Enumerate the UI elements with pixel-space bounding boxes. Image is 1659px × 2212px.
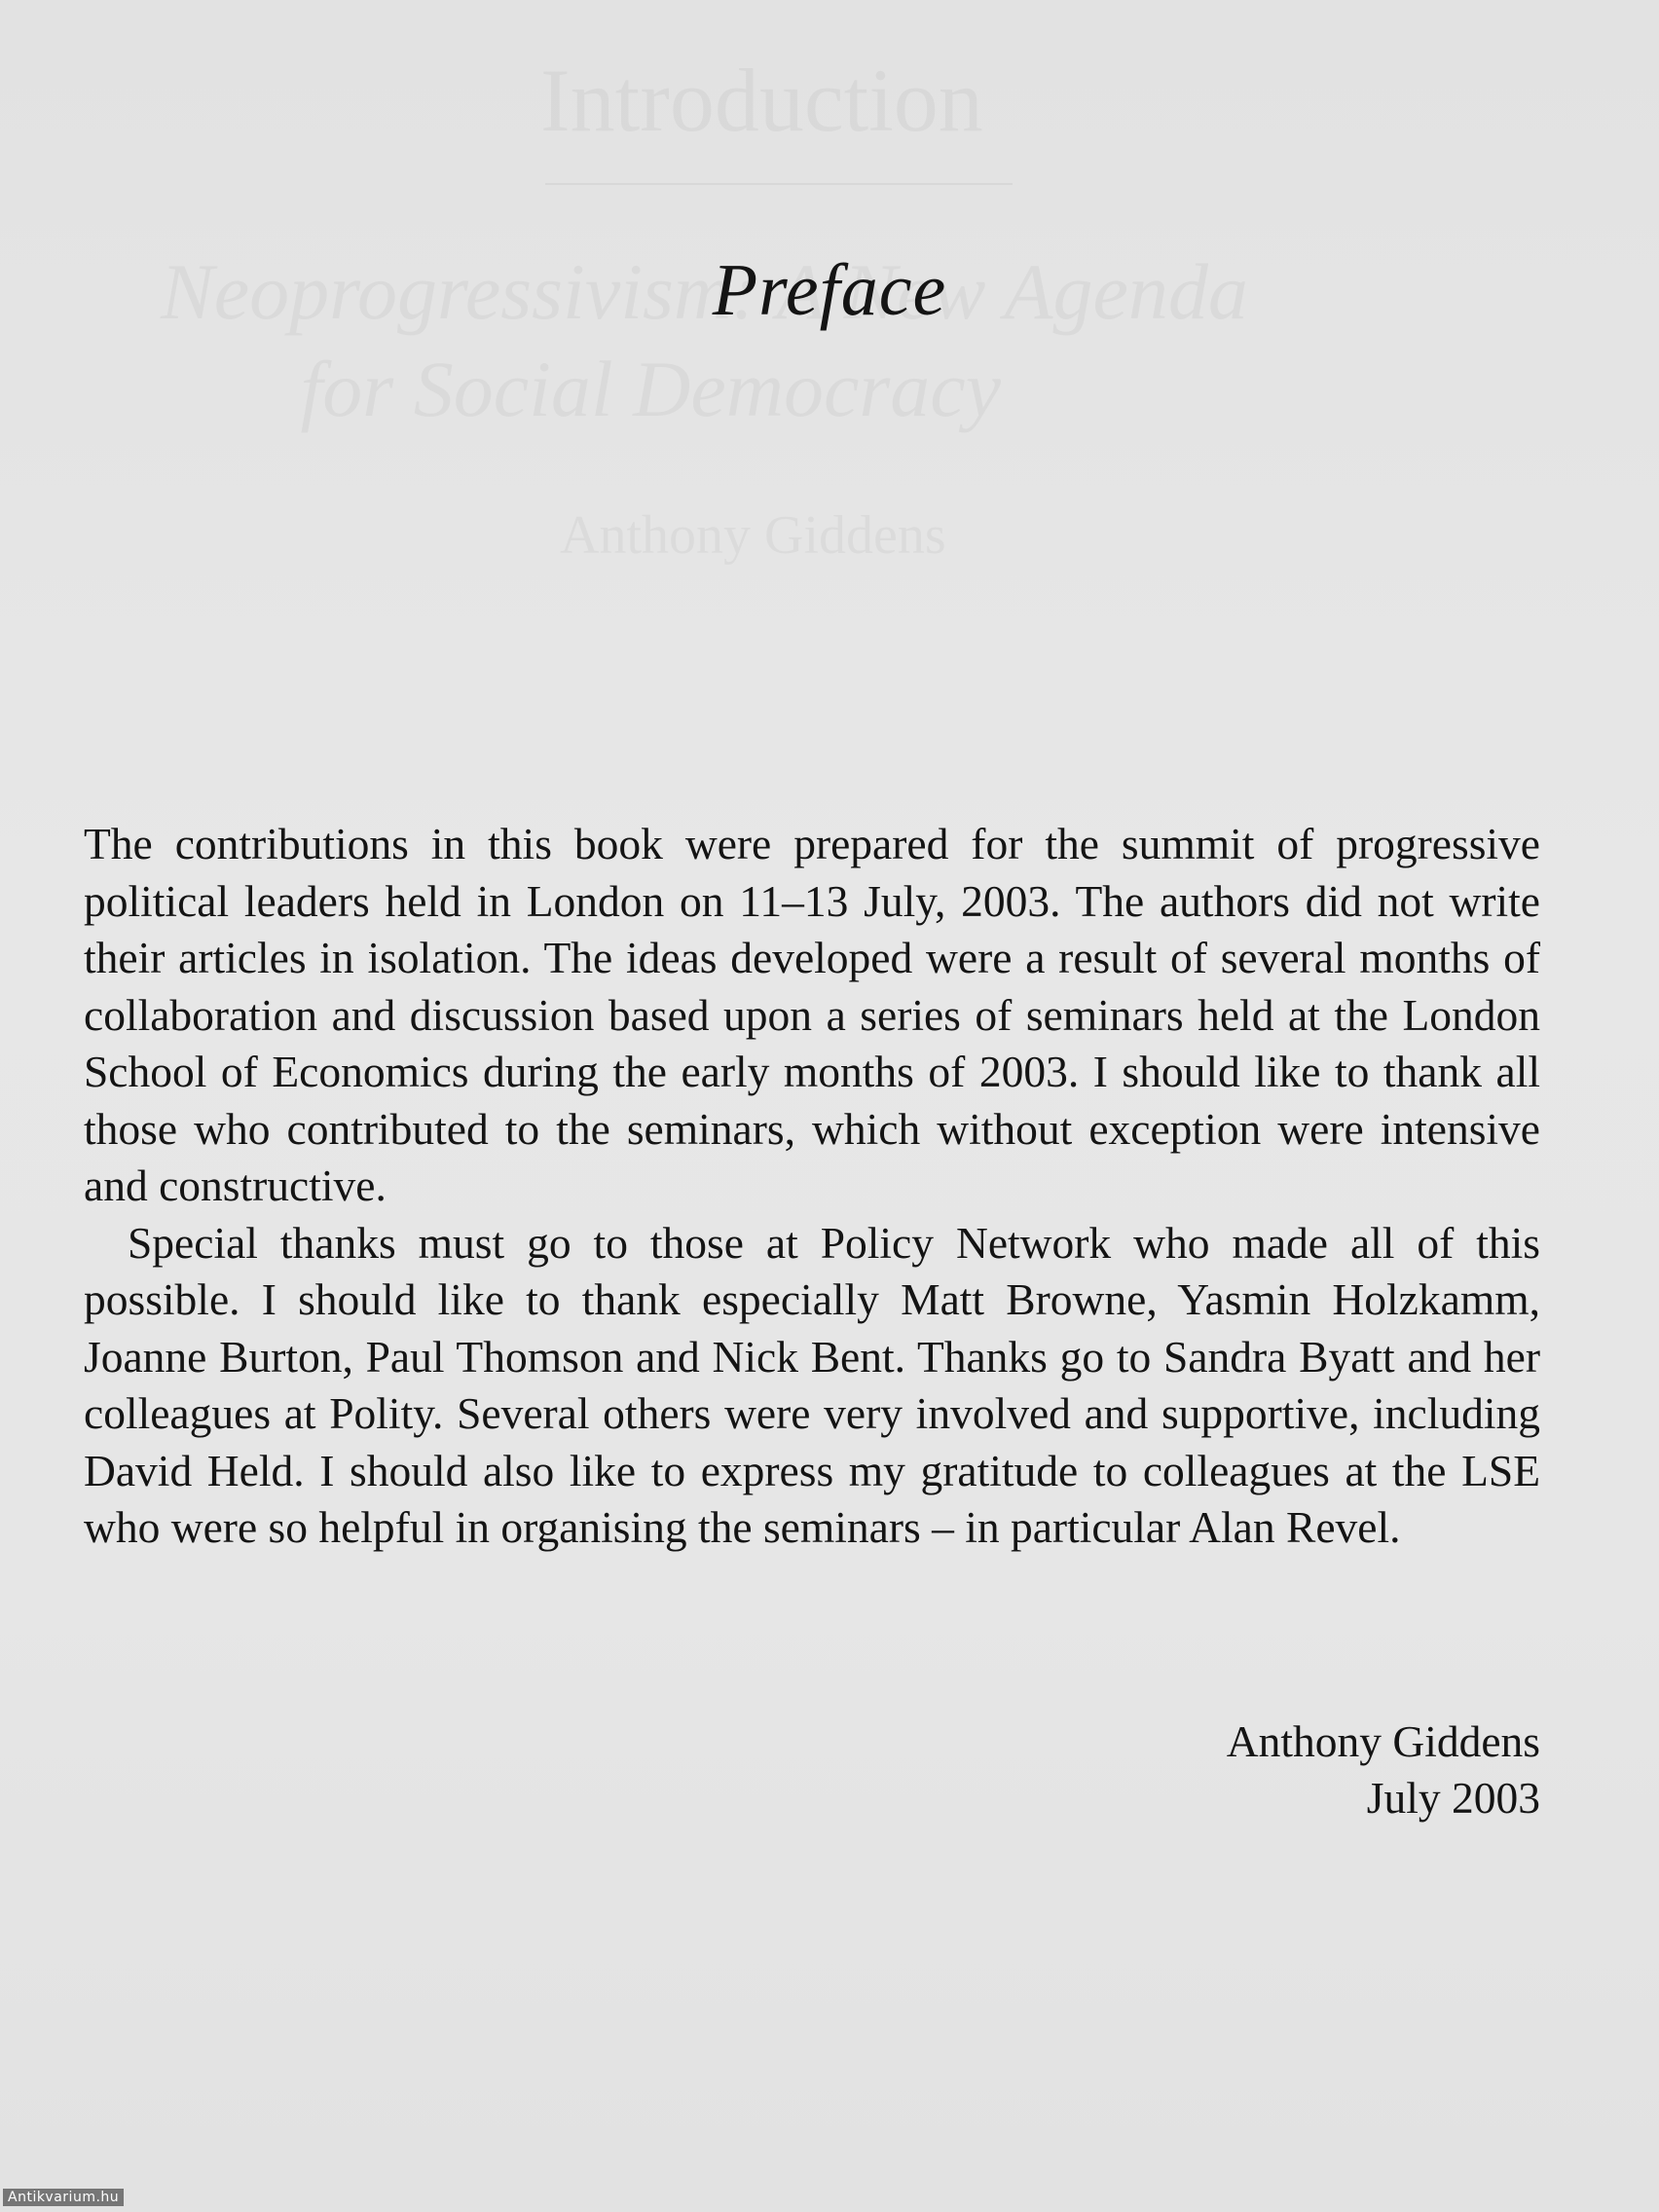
preface-body (84, 816, 1540, 1557)
watermark: Antikvarium.hu (3, 2189, 124, 2206)
paragraph: The contributions in this book were prepared for the summit of progressive political leaders held in London on 11–13 July, 2003. The authors did not write their articles in isolation. The ideas developed were a result of several months of collaboration and discussion based upon a series of seminars held at the London School of Economics during the early months of 2003. I should like to thank all those who contributed to the seminars, which without exception were intensive and constructive. (84, 819, 1540, 1210)
author-name: Anthony Giddens (1226, 1716, 1540, 1766)
bleed-through-text (540, 49, 983, 152)
paragraph: Special thanks must go to those at Policy Network who made all of this possible. I should like to thank especially Matt Browne, Yasmin Holzkamm, Joanne Burton, Paul Thomson and Nick Bent. Thanks go to Sandra Byatt and her colleagues at Polity. Several others were very involved and supportive, including David Held. I should also like to express my gratitude to colleagues at the LSE who were so helpful in organising the seminars – in particular Alan Revel. (84, 1217, 1540, 1552)
signature-block (1227, 1714, 1540, 1826)
bleed-through-text (560, 504, 946, 567)
page-title: Preface (712, 249, 947, 331)
signature-date: July 2003 (1366, 1773, 1540, 1823)
bleed-through-rule (545, 183, 1013, 185)
